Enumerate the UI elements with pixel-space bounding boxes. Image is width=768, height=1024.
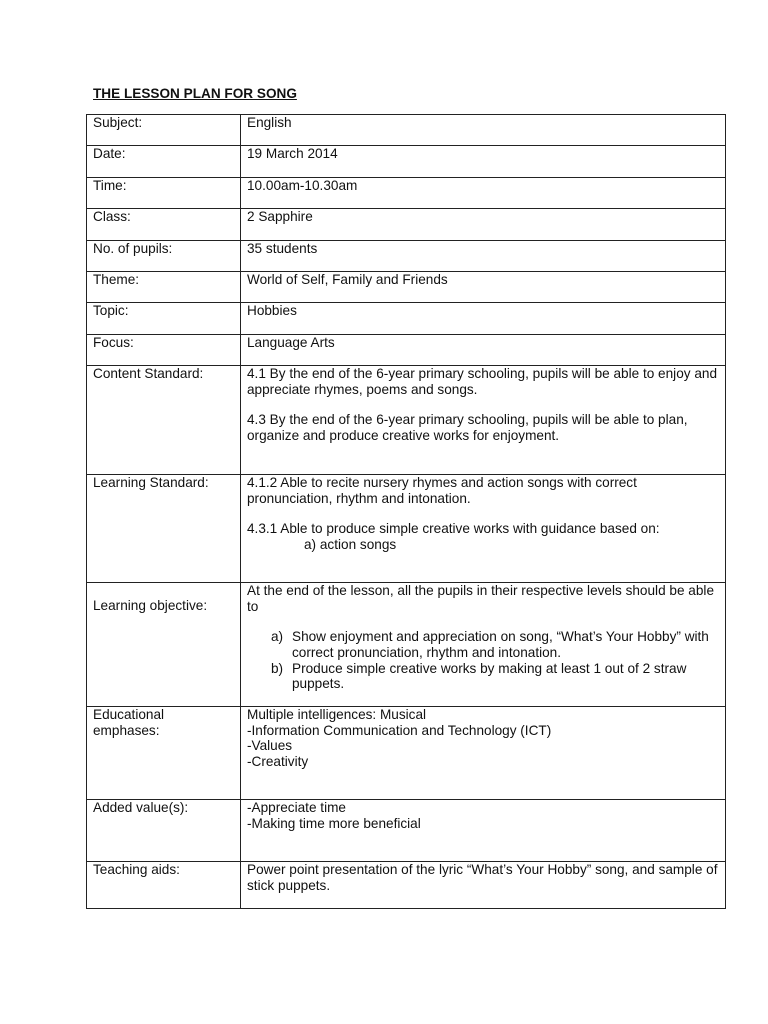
emphasis-line: -Values — [247, 738, 293, 754]
date-value: 19 March 2014 — [241, 146, 726, 177]
row-subject — [87, 115, 726, 146]
theme-label: Theme: — [87, 271, 241, 302]
educational-emphases-value — [241, 707, 726, 800]
row-class — [87, 209, 726, 240]
time-label: Time: — [87, 177, 241, 208]
row-educational-emphases — [87, 707, 726, 800]
row-pupils — [87, 240, 726, 271]
row-date — [87, 146, 726, 177]
row-topic — [87, 303, 726, 334]
row-time — [87, 177, 726, 208]
row-theme — [87, 271, 726, 302]
added-values-label: Added value(s): — [87, 800, 241, 862]
teaching-aids-label: Teaching aids: — [87, 862, 241, 909]
row-learning-objective — [87, 583, 726, 707]
row-teaching-aids — [87, 862, 726, 909]
focus-value: Language Arts — [241, 334, 726, 365]
added-value-line: -Making time more beneficial — [247, 815, 421, 831]
row-learning-standard — [87, 475, 726, 583]
class-value: 2 Sapphire — [241, 209, 726, 240]
list-marker: b) — [271, 660, 284, 676]
learning-standard-value — [241, 475, 726, 583]
learning-standard-paragraph: 4.1.2 Able to recite nursery rhymes and action songs with correct pronunciation, rhythm and intonation. — [247, 475, 637, 506]
emphasis-line: -Creativity — [247, 753, 309, 769]
pupils-value: 35 students — [241, 240, 726, 271]
emphasis-line: Multiple intelligences: Musical — [247, 707, 427, 723]
content-standard-label: Content Standard: — [87, 366, 241, 475]
row-focus — [87, 334, 726, 365]
date-label: Date: — [87, 146, 241, 177]
list-marker: a) — [271, 629, 284, 645]
focus-label: Focus: — [87, 334, 241, 365]
subject-label: Subject: — [87, 115, 241, 146]
learning-objective-intro: At the end of the lesson, all the pupils in their respective levels should be able to — [247, 583, 715, 614]
subject-value: English — [241, 115, 726, 146]
class-label: Class: — [87, 209, 241, 240]
learning-standard-item: a) action songs — [304, 536, 397, 552]
content-standard-value — [241, 366, 726, 475]
lesson-plan-table — [86, 114, 726, 909]
row-content-standard — [87, 366, 726, 475]
theme-value: World of Self, Family and Friends — [241, 271, 726, 302]
topic-value: Hobbies — [241, 303, 726, 334]
learning-objective-value — [241, 583, 726, 707]
objective-text: Produce simple creative works by making at least 1 out of 2 straw puppets. — [292, 660, 687, 692]
learning-standard-label: Learning Standard: — [87, 475, 241, 583]
objective-text: Show enjoyment and appreciation on song, “What’s Your Hobby” with correct pronunciation, rhythm and intonation. — [292, 629, 709, 660]
added-values-value — [241, 800, 726, 862]
content-standard-paragraph: 4.3 By the end of the 6-year primary schooling, pupils will be able to plan, organize and produce creative works for enjoyment. — [247, 412, 688, 443]
learning-objective-label: Learning objective: — [87, 583, 241, 707]
list-item — [271, 660, 719, 692]
emphasis-line: -Information Communication and Technology (ICT) — [247, 722, 552, 738]
pupils-label: No. of pupils: — [87, 240, 241, 271]
educational-emphases-label: Educational emphases: — [87, 707, 241, 800]
list-item — [271, 629, 719, 660]
document-title: THE LESSON PLAN FOR SONG — [93, 86, 297, 101]
teaching-aids-value: Power point presentation of the lyric “What’s Your Hobby” song, and sample of stick puppets. — [241, 862, 726, 909]
learning-standard-paragraph: 4.3.1 Able to produce simple creative works with guidance based on: — [247, 521, 660, 537]
content-standard-paragraph: 4.1 By the end of the 6-year primary schooling, pupils will be able to enjoy and appreciate rhymes, poems and songs. — [247, 366, 718, 397]
learning-standard-block — [247, 521, 719, 552]
row-added-values — [87, 800, 726, 862]
added-value-line: -Appreciate time — [247, 800, 346, 816]
objective-list — [247, 629, 719, 691]
topic-label: Topic: — [87, 303, 241, 334]
time-value: 10.00am-10.30am — [241, 177, 726, 208]
